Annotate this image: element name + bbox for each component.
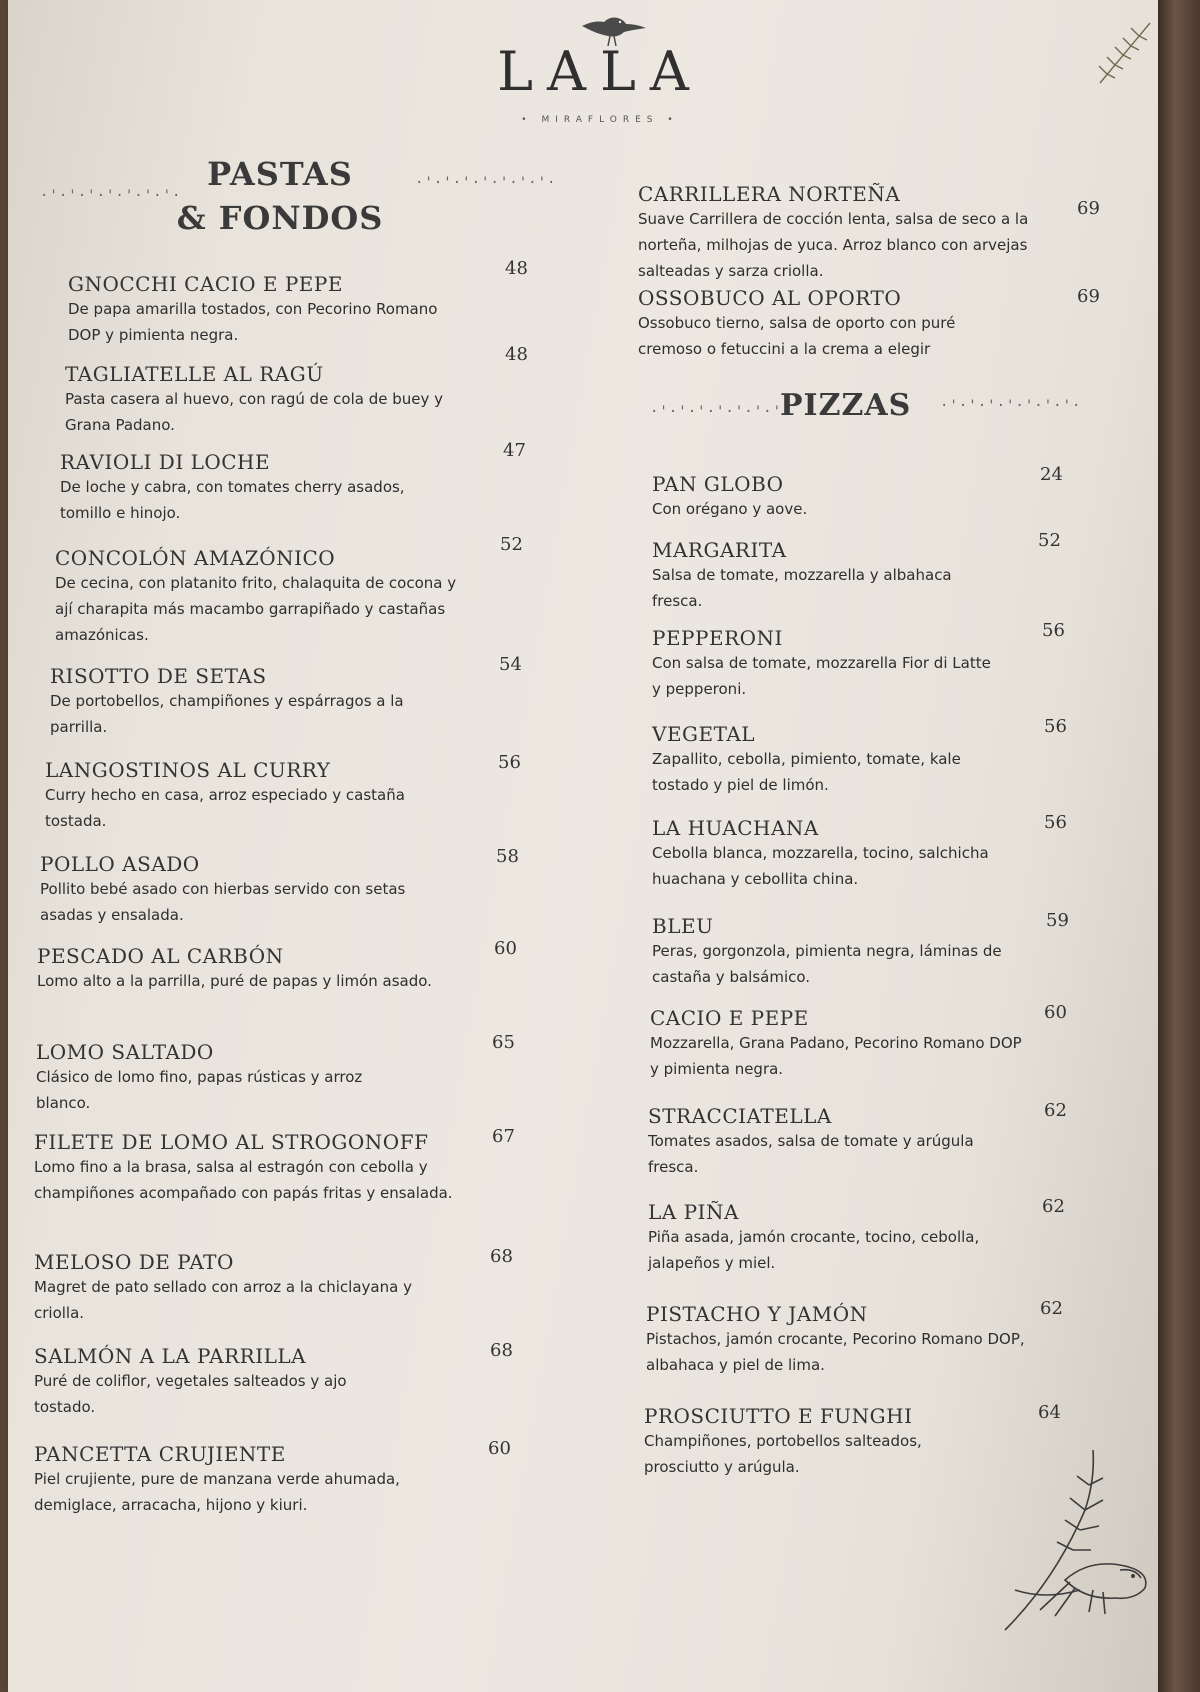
- menu-item: [55, 546, 465, 648]
- item-price: 54: [499, 654, 522, 675]
- item-price: 59: [1046, 910, 1069, 931]
- item-price: 60: [488, 1438, 511, 1459]
- item-name: MARGARITA: [652, 538, 787, 562]
- item-name: PAN GLOBO: [652, 472, 784, 496]
- item-price: 69: [1077, 286, 1100, 307]
- section-title-line2: & FONDOS: [176, 199, 384, 237]
- item-description: De cecina, con platanito frito, chalaquita de cocona y ají charapita más macambo garrapiñado y castañas amazónicas.: [55, 574, 457, 644]
- item-name: LANGOSTINOS AL CURRY: [45, 758, 331, 782]
- item-price: 69: [1077, 198, 1100, 219]
- item-description: Champiñones, portobellos salteados, prosciutto y arúgula.: [644, 1432, 922, 1476]
- item-price: 67: [492, 1126, 515, 1147]
- menu-item: [34, 1130, 454, 1206]
- item-description: Peras, gorgonzola, pimienta negra, láminas de castaña y balsámico.: [652, 942, 1002, 986]
- item-price: 48: [505, 344, 528, 365]
- menu-item: [65, 362, 465, 438]
- menu-item: [652, 816, 1022, 892]
- menu-item: [34, 1442, 454, 1518]
- menu-item: [68, 272, 468, 348]
- menu-item: [652, 472, 1012, 522]
- item-price: 52: [1038, 530, 1061, 551]
- item-name: CONCOLÓN AMAZÓNICO: [55, 546, 336, 570]
- item-description: Pasta casera al huevo, con ragú de cola de buey y Grana Padano.: [65, 390, 444, 434]
- item-price: 60: [494, 938, 517, 959]
- item-name: LOMO SALTADO: [36, 1040, 214, 1064]
- table-edge: [1158, 0, 1200, 1692]
- item-name: PROSCIUTTO E FUNGHI: [644, 1404, 913, 1428]
- item-name: PANCETTA CRUJIENTE: [34, 1442, 286, 1466]
- item-description: Salsa de tomate, mozzarella y albahaca fresca.: [652, 566, 952, 610]
- menu-item: [644, 1404, 974, 1480]
- item-description: Con salsa de tomate, mozzarella Fior di Latte y pepperoni.: [652, 654, 991, 698]
- item-description: Lomo alto a la parrilla, puré de papas y limón asado.: [37, 972, 432, 990]
- item-description: Ossobuco tierno, salsa de oporto con puré cremoso o fetuccini a la crema a elegir: [638, 314, 956, 358]
- item-name: GNOCCHI CACIO E PEPE: [68, 272, 343, 296]
- menu-item: [45, 758, 445, 834]
- item-description: Puré de coliflor, vegetales salteados y ajo tostado.: [34, 1372, 347, 1416]
- pine-sprig-icon: [1095, 18, 1155, 88]
- item-price: 56: [1044, 716, 1067, 737]
- menu-item: [648, 1104, 1018, 1180]
- item-price: 68: [490, 1340, 513, 1361]
- item-name: PESCADO AL CARBÓN: [37, 944, 284, 968]
- item-price: 52: [500, 534, 523, 555]
- menu-item: [50, 664, 450, 740]
- item-name: SALMÓN A LA PARRILLA: [34, 1344, 307, 1368]
- menu-item: [34, 1250, 434, 1326]
- section-title-pastas: [165, 152, 395, 240]
- item-description: De papa amarilla tostados, con Pecorino Romano DOP y pimienta negra.: [68, 300, 438, 344]
- item-description: Piña asada, jamón crocante, tocino, cebolla, jalapeños y miel.: [648, 1228, 980, 1272]
- item-name: BLEU: [652, 914, 714, 938]
- menu-item: [34, 1344, 394, 1420]
- item-description: Mozzarella, Grana Padano, Pecorino Romano DOP y pimienta negra.: [650, 1034, 1022, 1078]
- brand-location: • MIRAFLORES •: [521, 115, 679, 125]
- item-price: 47: [503, 440, 526, 461]
- item-description: Lomo fino a la brasa, salsa al estragón con cebolla y champiñones acompañado con papás fritas y ensalada.: [34, 1158, 453, 1202]
- item-description: Zapallito, cebolla, pimiento, tomate, kale tostado y piel de limón.: [652, 750, 961, 794]
- menu-item: [650, 1006, 1030, 1082]
- decorative-dots: ·'·'·'·'·'·'·'·: [415, 175, 557, 191]
- item-name: RISOTTO DE SETAS: [50, 664, 267, 688]
- item-description: Tomates asados, salsa de tomate y arúgula fresca.: [648, 1132, 974, 1176]
- item-name: PEPPERONI: [652, 626, 783, 650]
- item-price: 58: [496, 846, 519, 867]
- item-price: 56: [498, 752, 521, 773]
- item-name: MELOSO DE PATO: [34, 1250, 234, 1274]
- item-name: LA HUACHANA: [652, 816, 819, 840]
- decorative-dots: ·'·'·'·'·'·'·'·: [40, 188, 182, 204]
- item-name: POLLO ASADO: [40, 852, 200, 876]
- item-price: 56: [1044, 812, 1067, 833]
- menu-item: [638, 286, 998, 362]
- menu-item: [652, 626, 992, 702]
- item-description: Con orégano y aove.: [652, 500, 808, 518]
- item-description: Cebolla blanca, mozzarella, tocino, salchicha huachana y cebollita china.: [652, 844, 989, 888]
- item-price: 62: [1042, 1196, 1065, 1217]
- bird-on-branch-illustration: [985, 1440, 1155, 1640]
- item-description: Suave Carrillera de cocción lenta, salsa de seco a la norteña, milhojas de yuca. Arroz blanco con arvejas salteadas y sarza criolla.: [638, 210, 1029, 280]
- item-name: TAGLIATELLE AL RAGÚ: [65, 362, 324, 386]
- item-description: De portobellos, champiñones y espárragos a la parrilla.: [50, 692, 404, 736]
- item-price: 68: [490, 1246, 513, 1267]
- item-description: Pistachos, jamón crocante, Pecorino Romano DOP, albahaca y piel de lima.: [646, 1330, 1025, 1374]
- item-name: LA PIÑA: [648, 1200, 739, 1224]
- item-price: 56: [1042, 620, 1065, 641]
- item-name: FILETE DE LOMO AL STROGONOFF: [34, 1130, 429, 1154]
- item-name: STRACCIATELLA: [648, 1104, 832, 1128]
- item-price: 64: [1038, 1402, 1061, 1423]
- item-price: 65: [492, 1032, 515, 1053]
- menu-item: [40, 852, 450, 928]
- menu-item: [36, 1040, 416, 1116]
- menu-item: [646, 1302, 1026, 1378]
- item-name: CARRILLERA NORTEÑA: [638, 182, 901, 206]
- item-price: 60: [1044, 1002, 1067, 1023]
- menu-item: [60, 450, 420, 526]
- item-price: 62: [1044, 1100, 1067, 1121]
- item-price: 62: [1040, 1298, 1063, 1319]
- item-name: PISTACHO Y JAMÓN: [646, 1302, 868, 1326]
- brand-logo: LALA: [497, 40, 703, 103]
- item-price: 48: [505, 258, 528, 279]
- decorative-dots: ·'·'·'·'·'·'·'·: [650, 404, 792, 420]
- section-title-line1: PASTAS: [207, 155, 353, 193]
- item-name: CACIO E PEPE: [650, 1006, 809, 1030]
- menu-item: [652, 538, 992, 614]
- item-name: OSSOBUCO AL OPORTO: [638, 286, 902, 310]
- menu-item: [648, 1200, 1018, 1276]
- item-description: Clásico de lomo fino, papas rústicas y arroz blanco.: [36, 1068, 363, 1112]
- item-description: Curry hecho en casa, arroz especiado y castaña tostada.: [45, 786, 405, 830]
- menu-item: [652, 722, 1002, 798]
- menu-item: [652, 914, 1022, 990]
- item-description: Magret de pato sellado con arroz a la chiclayana y criolla.: [34, 1278, 412, 1322]
- item-price: 24: [1040, 464, 1063, 485]
- item-description: Piel crujiente, pure de manzana verde ahumada, demiglace, arracacha, hijono y kiuri.: [34, 1470, 400, 1514]
- menu-item: [638, 182, 1038, 284]
- item-name: RAVIOLI DI LOCHE: [60, 450, 271, 474]
- item-name: VEGETAL: [652, 722, 756, 746]
- menu-item: [37, 944, 437, 994]
- item-description: Pollito bebé asado con hierbas servido con setas asadas y ensalada.: [40, 880, 406, 924]
- decorative-dots: ·'·'·'·'·'·'·'·: [940, 398, 1082, 414]
- item-description: De loche y cabra, con tomates cherry asados, tomillo e hinojo.: [60, 478, 405, 522]
- section-title-pizzas: PIZZAS: [780, 388, 912, 423]
